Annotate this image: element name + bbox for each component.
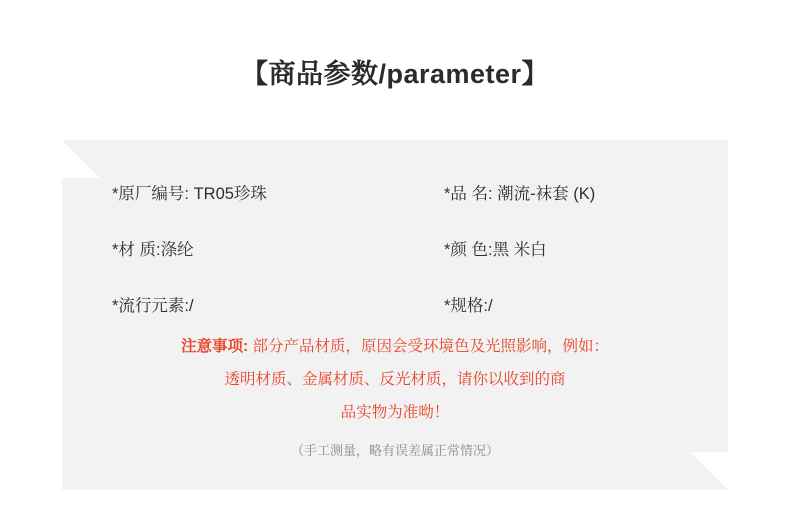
parameter-cell-product-name: *品 名: 潮流-袜套 (K) [444, 185, 596, 203]
parameter-rows [62, 164, 728, 332]
notice-line-3: 品实物为准呦！ [340, 404, 450, 421]
parameter-cell-material: *材 质:涤纶 [112, 241, 194, 259]
notice-block [62, 330, 728, 429]
parameter-row [62, 276, 728, 332]
parameter-cell-specification: *规格:/ [444, 297, 493, 315]
parameter-panel [62, 140, 728, 490]
parameter-row [62, 164, 728, 220]
notice-label: 注意事项: [181, 338, 249, 355]
parameter-row [62, 220, 728, 276]
notice-line-1 [62, 330, 728, 363]
parameter-cell-color: *颜 色:黑 米白 [444, 241, 547, 259]
measurement-footnote: （手工测量，略有误差属正常情况） [290, 443, 499, 458]
parameter-cell-factory-code: *原厂编号: TR05珍珠 [112, 185, 267, 203]
notice-text-1: 部分产品材质，原因会受环境色及光照影响，例如： [252, 338, 609, 355]
page-title: 【商品参数/parameter】 [240, 59, 550, 89]
notice-line-2: 透明材质、金属材质、反光材质，请你以收到的商 [224, 371, 566, 388]
parameter-cell-fashion-element: *流行元素:/ [112, 297, 194, 315]
